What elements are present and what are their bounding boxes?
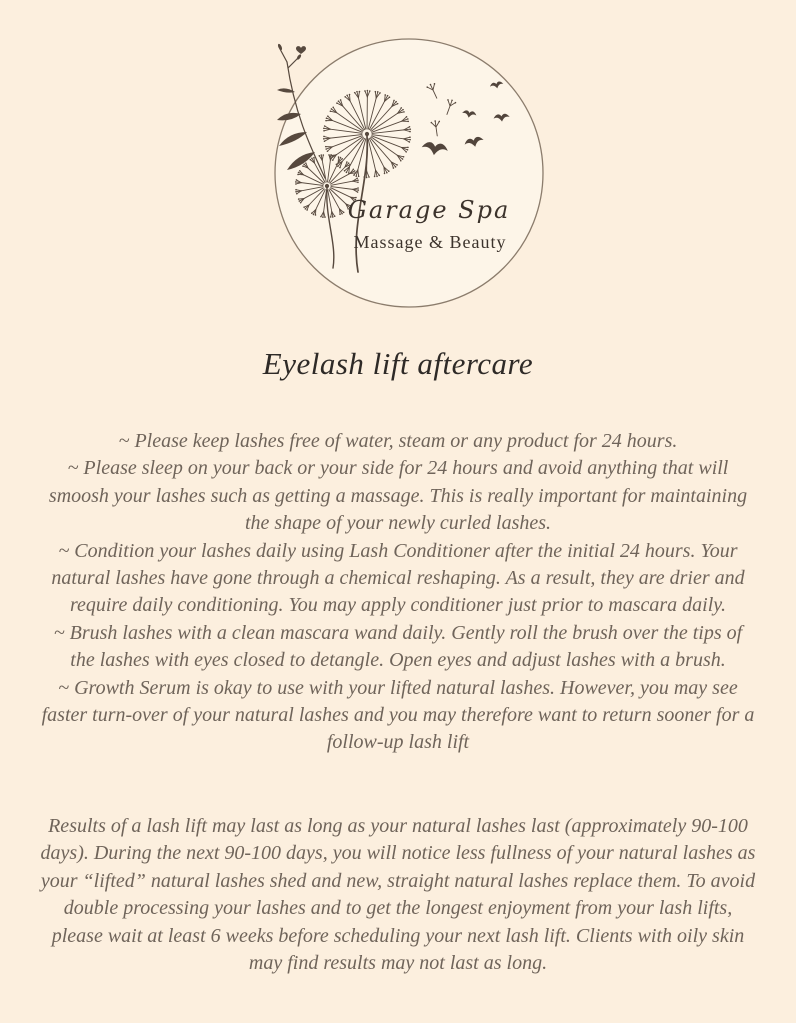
closing-paragraph: Results of a lash lift may last as long as your natural lashes last (approximately 90-100 days). During the next 90-100 days, you will notice less fullness of your natural lashes as your “lifted” natural lashes shed and new, straight natural lashes replace them. To avoid double processing your lashes and to get the longest enjoyment from your lash lifts, please wait at least 6 weeks before scheduling your next lash lift. Clients with oily skin may find results may not last as long. (40, 814, 756, 974)
garage-spa-logo (237, 20, 581, 322)
logo-circle (275, 39, 543, 307)
aftercare-points-list (40, 428, 756, 757)
aftercare-point-5: ~ Growth Serum is okay to use with your lifted natural lashes. However, you may see faster turn-over of your natural lashes and you may therefore want to return sooner for a follow-up lash lift (41, 676, 755, 754)
aftercare-point-3: ~ Condition your lashes daily using Lash Conditioner after the initial 24 hours. Your natural lashes have gone through a chemical reshaping. As a result, they are drier and require daily conditioning. You may apply conditioner just prior to mascara daily. (51, 539, 745, 617)
logo-brand-name: Garage Spa (347, 196, 511, 224)
logo-tagline: Massage & Beauty (353, 232, 507, 252)
aftercare-point-2: ~ Please sleep on your back or your side for 24 hours and avoid anything that will smoosh your lashes such as getting a massage. This is really important for maintaining the shape of your newly curled lashes. (48, 457, 748, 535)
page-title: Eyelash lift aftercare (262, 346, 534, 381)
aftercare-point-4: ~ Brush lashes with a clean mascara wand daily. Gently roll the brush over the tips of the lashes with eyes closed to detangle. Open eyes and adjust lashes with a brush. (53, 621, 743, 672)
aftercare-point-1: ~ Please keep lashes free of water, steam or any product for 24 hours. (118, 430, 678, 452)
